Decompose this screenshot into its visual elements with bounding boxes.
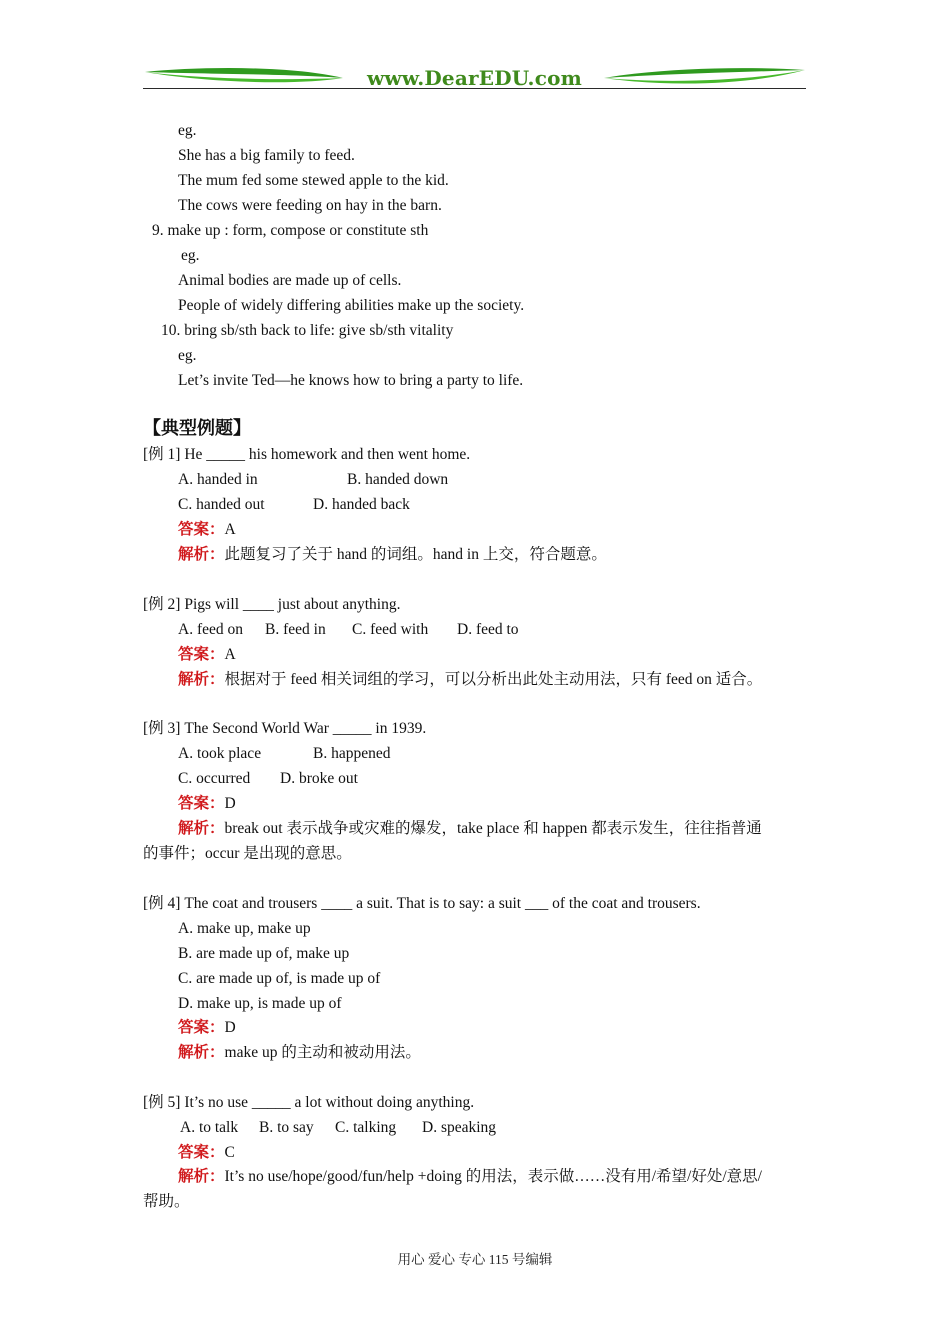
analysis-text: 根据对于 feed 相关词组的学习，可以分析出此处主动用法，只有 feed on 适合。: [224, 671, 763, 688]
vocab-example: The cows were feeding on hay in the barn.: [178, 197, 442, 214]
answer-value: C: [224, 1144, 235, 1161]
analysis-text: It’s no use/hope/good/fun/help +doing 的用法，表示做……没有用/希望/好处/意思/: [224, 1168, 762, 1185]
option-b: B. feed in: [265, 621, 326, 638]
option-d: D. speaking: [422, 1119, 497, 1136]
option-a: A. to talk: [180, 1119, 239, 1136]
option-b: B. happened: [313, 745, 391, 762]
option-b: B. are made up of, make up: [178, 945, 350, 962]
vocab-eg-label: eg.: [181, 247, 200, 264]
analysis-line: [178, 1043, 421, 1063]
option-c: C. handed out: [178, 496, 265, 513]
answer-line: [178, 645, 236, 665]
vocab-example: The mum fed some stewed apple to the kid.: [178, 172, 449, 189]
option-c: C. talking: [335, 1119, 397, 1136]
answer-label: 答案：: [178, 795, 225, 812]
analysis-label: 解析：: [178, 1044, 225, 1061]
option-c: C. feed with: [352, 621, 429, 638]
vocab-eg-label: eg.: [178, 122, 197, 139]
header-divider: [143, 88, 806, 89]
analysis-text-continued: 的事件；occur 是出现的意思。: [143, 845, 352, 862]
section-title: 【典型例题】: [143, 418, 251, 439]
vocab-example: She has a big family to feed.: [178, 147, 355, 164]
vocab-item-title: 10. bring sb/sth back to life: give sb/sth vitality: [161, 322, 454, 339]
vocab-example: Animal bodies are made up of cells.: [178, 272, 402, 289]
analysis-text: 此题复习了关于 hand 的词组。hand in 上交，符合题意。: [224, 546, 607, 563]
answer-label: 答案：: [178, 646, 225, 663]
vocab-example: People of widely differing abilities make up the society.: [178, 297, 525, 314]
answer-value: D: [224, 795, 236, 812]
analysis-label: 解析：: [178, 546, 225, 563]
answer-label: 答案：: [178, 521, 225, 538]
answer-label: 答案：: [178, 1019, 225, 1036]
option-b: B. handed down: [347, 471, 449, 488]
analysis-label: 解析：: [178, 671, 225, 688]
option-d: D. broke out: [280, 770, 358, 787]
answer-value: A: [224, 521, 236, 538]
answer-line: [178, 1143, 235, 1163]
answer-line: [178, 520, 236, 540]
analysis-text-continued: 帮助。: [143, 1193, 190, 1210]
answer-line: [178, 794, 236, 814]
example-question: [例 2] Pigs will ____ just about anything.: [143, 596, 401, 613]
example-question: [例 3] The Second World War _____ in 1939.: [143, 720, 427, 737]
option-d: D. make up, is made up of: [178, 995, 342, 1012]
answer-value: A: [224, 646, 236, 663]
vocab-item-title: 9. make up : form, compose or constitute sth: [152, 222, 429, 239]
answer-label: 答案：: [178, 1144, 225, 1161]
option-a: A. feed on: [178, 621, 243, 638]
example-question: [例 4] The coat and trousers ____ a suit. That is to say: a suit ___ of the coat and trousers.: [143, 895, 701, 912]
analysis-line: [178, 670, 762, 690]
analysis-line: [178, 545, 607, 565]
option-d: D. feed to: [457, 621, 519, 638]
analysis-line: [178, 819, 762, 839]
page-header: [143, 64, 806, 92]
option-b: B. to say: [259, 1119, 314, 1136]
option-a: A. handed in: [178, 471, 258, 488]
analysis-text: make up 的主动和被动用法。: [224, 1044, 421, 1061]
page-footer: 用心 爱心 专心 115 号编辑: [397, 1252, 553, 1267]
analysis-line: [178, 1167, 762, 1187]
site-logo: www.DearEDU.com: [366, 66, 582, 90]
vocab-eg-label: eg.: [178, 347, 197, 364]
option-a: A. took place: [178, 745, 262, 762]
answer-value: D: [224, 1019, 236, 1036]
analysis-label: 解析：: [178, 1168, 225, 1185]
option-d: D. handed back: [313, 496, 410, 513]
example-question: [例 5] It’s no use _____ a lot without doing anything.: [143, 1094, 475, 1111]
analysis-text: break out 表示战争或灾难的爆发，take place 和 happen 都表示发生，往往指普通: [224, 820, 762, 837]
option-c: C. are made up of, is made up of: [178, 970, 381, 987]
vocab-example: Let’s invite Ted—he knows how to bring a party to life.: [178, 372, 524, 389]
analysis-label: 解析：: [178, 820, 225, 837]
option-c: C. occurred: [178, 770, 251, 787]
answer-line: [178, 1018, 236, 1038]
option-a: A. make up, make up: [178, 920, 311, 937]
example-question: [例 1] He _____ his homework and then went home.: [143, 446, 471, 463]
